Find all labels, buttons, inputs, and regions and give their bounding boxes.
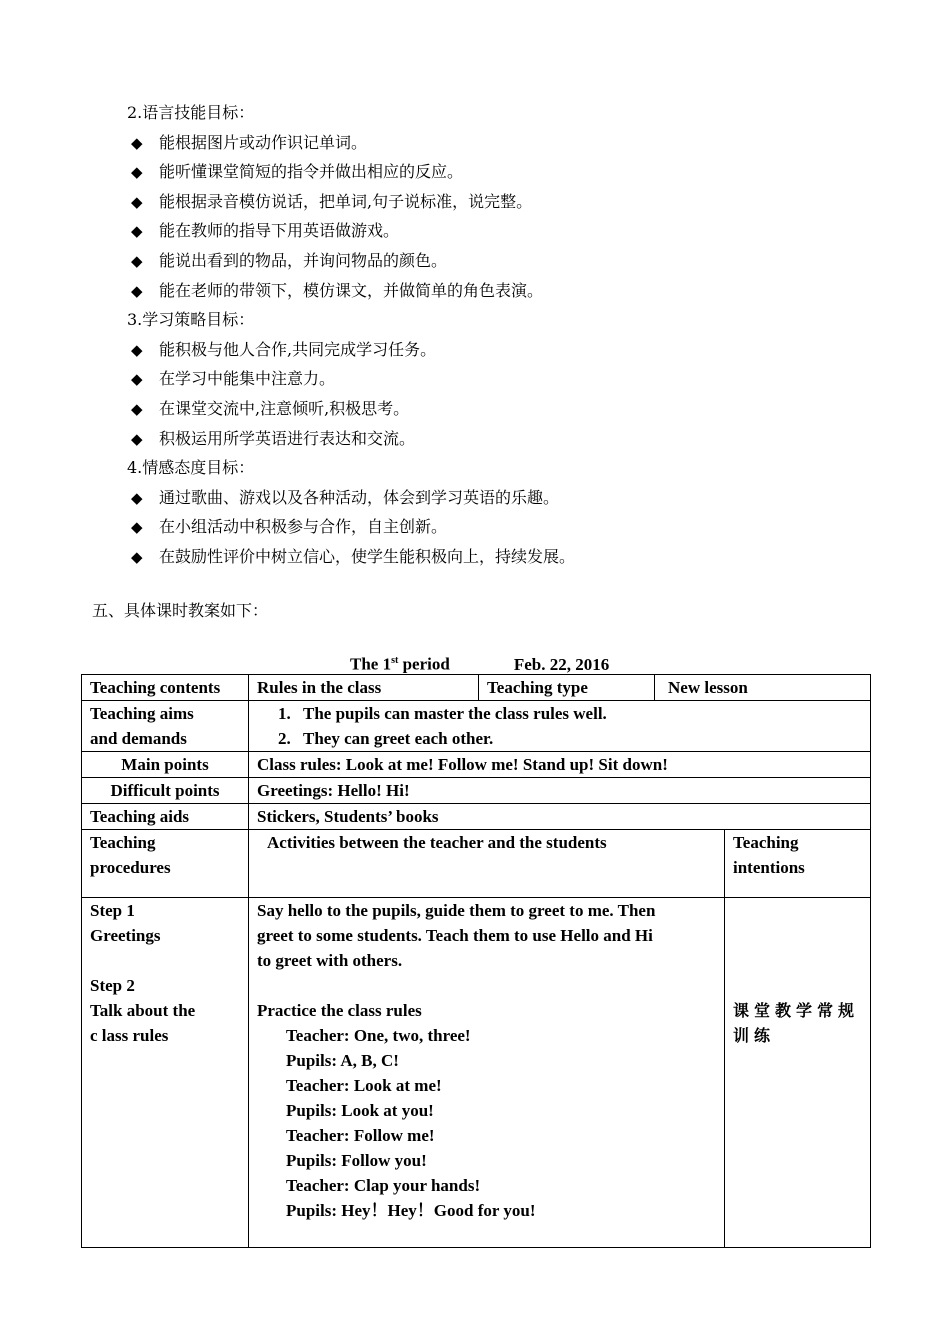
- dialogue-line: Teacher: One, two, three!: [286, 1026, 471, 1045]
- procedures-label: [82, 830, 249, 898]
- goal-text: 能根据图片或动作识记单词。: [159, 132, 368, 152]
- period-suffix: period: [398, 654, 450, 674]
- activities-header: Activities between the teacher and the students: [249, 830, 725, 898]
- goal-item: [127, 512, 867, 542]
- aids-value: Stickers, Students’ books: [249, 804, 871, 830]
- difficult-value: Greetings: Hello! Hi!: [249, 778, 871, 804]
- goal-text: 4.情感态度目标：: [127, 458, 255, 478]
- period-ordinal: st: [391, 655, 399, 666]
- goal-item: [127, 128, 867, 158]
- step2-title: Step 2: [90, 976, 135, 995]
- goal-text: 2.语言技能目标：: [127, 103, 255, 122]
- goal-item: [127, 246, 867, 276]
- goal-item: [127, 483, 867, 513]
- goal-text: 3.学习策略目标：: [127, 310, 255, 330]
- dialogue-line: Pupils: A, B, C!: [286, 1051, 399, 1070]
- goal-heading: [127, 305, 867, 335]
- step2-name: Talk about the: [90, 1001, 196, 1020]
- table-row: [82, 752, 871, 778]
- section-title: 五、具体课时教案如下：: [92, 601, 269, 620]
- diamond-bullet-icon: ◆: [131, 370, 143, 389]
- type-value: New lesson: [655, 675, 871, 701]
- goal-text: 能在教师的指导下用英语做游戏。: [159, 221, 400, 241]
- dialogue-line: Pupils: Hey！Hey！Good for you!: [286, 1201, 536, 1220]
- aims-value: [249, 701, 871, 752]
- main-value: Class rules: Look at me! Follow me! Stand up! Sit down!: [249, 752, 871, 778]
- type-label: Teaching type: [479, 675, 655, 701]
- goal-item: [127, 394, 867, 424]
- goal-text: 能根据录音模仿说话，把单词,句子说标准，说完整。: [159, 191, 533, 211]
- diamond-bullet-icon: ◆: [131, 281, 143, 300]
- dialogue-line: Teacher: Look at me!: [286, 1076, 442, 1095]
- diamond-bullet-icon: ◆: [131, 340, 143, 359]
- diamond-bullet-icon: ◆: [131, 251, 143, 270]
- goal-item: [127, 216, 867, 246]
- contents-label: Teaching contents: [82, 675, 249, 701]
- intentions-label-line: Teaching: [733, 833, 799, 852]
- period-prefix: The 1: [350, 654, 392, 674]
- aids-label: Teaching aids: [82, 804, 249, 830]
- goal-text: 在鼓励性评价中树立信心，使学生能积极向上，持续发展。: [159, 546, 576, 566]
- steps-cell: [82, 898, 249, 1248]
- intention-text: 训练: [733, 1026, 776, 1045]
- dialogue-line: Teacher: Clap your hands!: [286, 1176, 481, 1195]
- period-date: Feb. 22, 2016: [513, 654, 610, 674]
- diamond-bullet-icon: ◆: [131, 192, 143, 211]
- lesson-plan-table: [81, 674, 871, 1248]
- goal-text: 通过歌曲、游戏以及各种活动，体会到学习英语的乐趣。: [159, 487, 560, 507]
- aims-list: [257, 701, 862, 751]
- goal-text: 在小组活动中积极参与合作，自主创新。: [159, 517, 448, 537]
- intention-text: 课堂教学常规: [733, 1001, 860, 1020]
- diamond-bullet-icon: ◆: [131, 488, 143, 507]
- intentions-label-line: intentions: [733, 858, 805, 877]
- goal-item: [127, 424, 867, 454]
- table-row: [82, 778, 871, 804]
- goal-text: 能听懂课堂简短的指令并做出相应的反应。: [159, 162, 464, 182]
- aims-label-line: and demands: [90, 729, 187, 748]
- diamond-bullet-icon: ◆: [131, 399, 143, 418]
- activities-cell: [249, 898, 725, 1248]
- goal-text: 在课堂交流中,注意倾听,积极思考。: [159, 398, 410, 418]
- goal-item: [127, 157, 867, 187]
- diamond-bullet-icon: ◆: [131, 547, 143, 566]
- diamond-bullet-icon: ◆: [131, 518, 143, 537]
- greeting-text: to greet with others.: [257, 951, 403, 970]
- aims-label-line: Teaching aims: [90, 704, 194, 723]
- diamond-bullet-icon: ◆: [131, 133, 143, 152]
- goal-text: 能积极与他人合作,共同完成学习任务。: [159, 339, 437, 359]
- difficult-label: Difficult points: [82, 778, 249, 804]
- table-row: [82, 830, 871, 898]
- greeting-text: Say hello to the pupils, guide them to greet to me. Then: [257, 901, 656, 920]
- intentions-cell: [725, 898, 871, 1248]
- goal-item: [127, 187, 867, 217]
- table-row: [82, 804, 871, 830]
- goal-item: [127, 364, 867, 394]
- aims-label: [82, 701, 249, 752]
- goal-item: [127, 335, 867, 365]
- intentions-label: [725, 830, 871, 898]
- contents-value: Rules in the class: [249, 675, 479, 701]
- goal-text: 能在老师的带领下，模仿课文，并做简单的角色表演。: [159, 280, 544, 300]
- diamond-bullet-icon: ◆: [131, 222, 143, 241]
- goal-item: [127, 542, 867, 572]
- list-item: 1. The pupils can master the class rules well.: [295, 701, 862, 726]
- step1-name: Greetings: [90, 926, 161, 945]
- dialogue-line: Teacher: Follow me!: [286, 1126, 435, 1145]
- greeting-text: greet to some students. Teach them to use Hello and Hi: [257, 926, 653, 945]
- step2-name: c lass rules: [90, 1026, 169, 1045]
- dialogue-line: Pupils: Look at you!: [286, 1101, 434, 1120]
- goal-text: 在学习中能集中注意力。: [159, 369, 336, 389]
- practice-title: Practice the class rules: [257, 1001, 422, 1020]
- main-label: Main points: [82, 752, 249, 778]
- goal-text: 积极运用所学英语进行表达和交流。: [159, 428, 416, 448]
- goal-text: 能说出看到的物品，并询问物品的颜色。: [159, 250, 448, 270]
- table-row: [82, 675, 871, 701]
- table-row: [82, 701, 871, 752]
- goal-heading: [127, 453, 867, 483]
- diamond-bullet-icon: ◆: [131, 429, 143, 448]
- procedures-label-line: procedures: [90, 858, 171, 877]
- goal-heading: [127, 98, 867, 128]
- table-row: [82, 898, 871, 1248]
- procedures-label-line: Teaching: [90, 833, 156, 852]
- dialogue-line: Pupils: Follow you!: [286, 1151, 427, 1170]
- diamond-bullet-icon: ◆: [131, 163, 143, 182]
- step1-title: Step 1: [90, 901, 135, 920]
- list-item: 2. They can greet each other.: [295, 726, 862, 751]
- goal-item: [127, 276, 867, 306]
- goals-list: [127, 98, 867, 572]
